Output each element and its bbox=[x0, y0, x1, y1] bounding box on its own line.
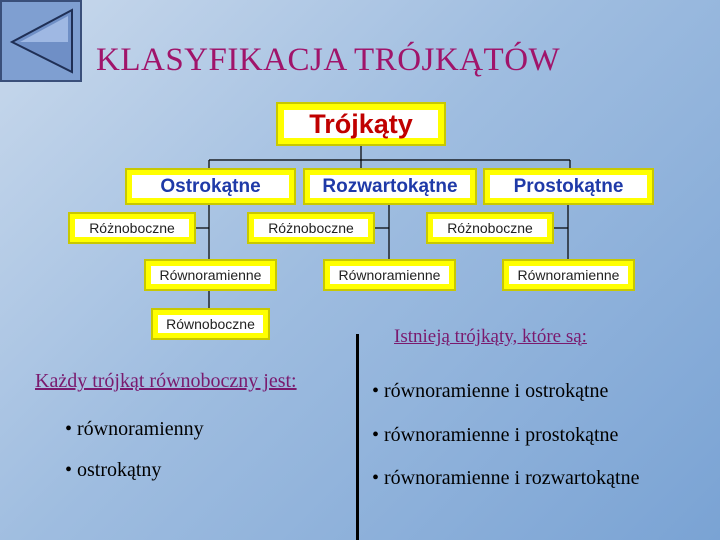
leaf-node-rownoramienne-ostrokatne: Równoramienne bbox=[144, 259, 277, 291]
page-title: KLASYFIKACJA TRÓJKĄTÓW bbox=[96, 42, 561, 78]
category-node-ostrokatne: Ostrokątne bbox=[125, 168, 296, 205]
vertical-divider bbox=[356, 334, 359, 540]
leaf-node-roznoboczne-prostokatne: Różnoboczne bbox=[426, 212, 554, 244]
left-heading-link[interactable]: Każdy trójkąt równoboczny jest: bbox=[35, 370, 297, 392]
category-node-prostokatne: Prostokątne bbox=[483, 168, 654, 205]
leaf-node-roznoboczne-ostrokatne: Różnoboczne bbox=[68, 212, 196, 244]
right-heading-link[interactable]: Istnieją trójkąty, które są: bbox=[394, 326, 587, 347]
right-item-2: • równoramienne i prostokątne bbox=[372, 424, 619, 446]
category-node-rozwartokatne: Rozwartokątne bbox=[303, 168, 477, 205]
left-item-1: • równoramienny bbox=[65, 418, 204, 440]
right-item-1: • równoramienne i ostrokątne bbox=[372, 380, 609, 402]
right-item-3: • równoramienne i rozwartokątne bbox=[372, 467, 640, 489]
root-label: Trójkąty bbox=[284, 110, 438, 138]
left-item-2: • ostrokątny bbox=[65, 459, 162, 481]
leaf-node-rownoramienne-rozwartokatne: Równoramienne bbox=[323, 259, 456, 291]
root-node bbox=[276, 102, 446, 146]
leaf-node-rownoramienne-prostokatne: Równoramienne bbox=[502, 259, 635, 291]
leaf-node-rownoboczne: Równoboczne bbox=[151, 308, 270, 340]
leaf-node-roznoboczne-rozwartokatne: Różnoboczne bbox=[247, 212, 375, 244]
